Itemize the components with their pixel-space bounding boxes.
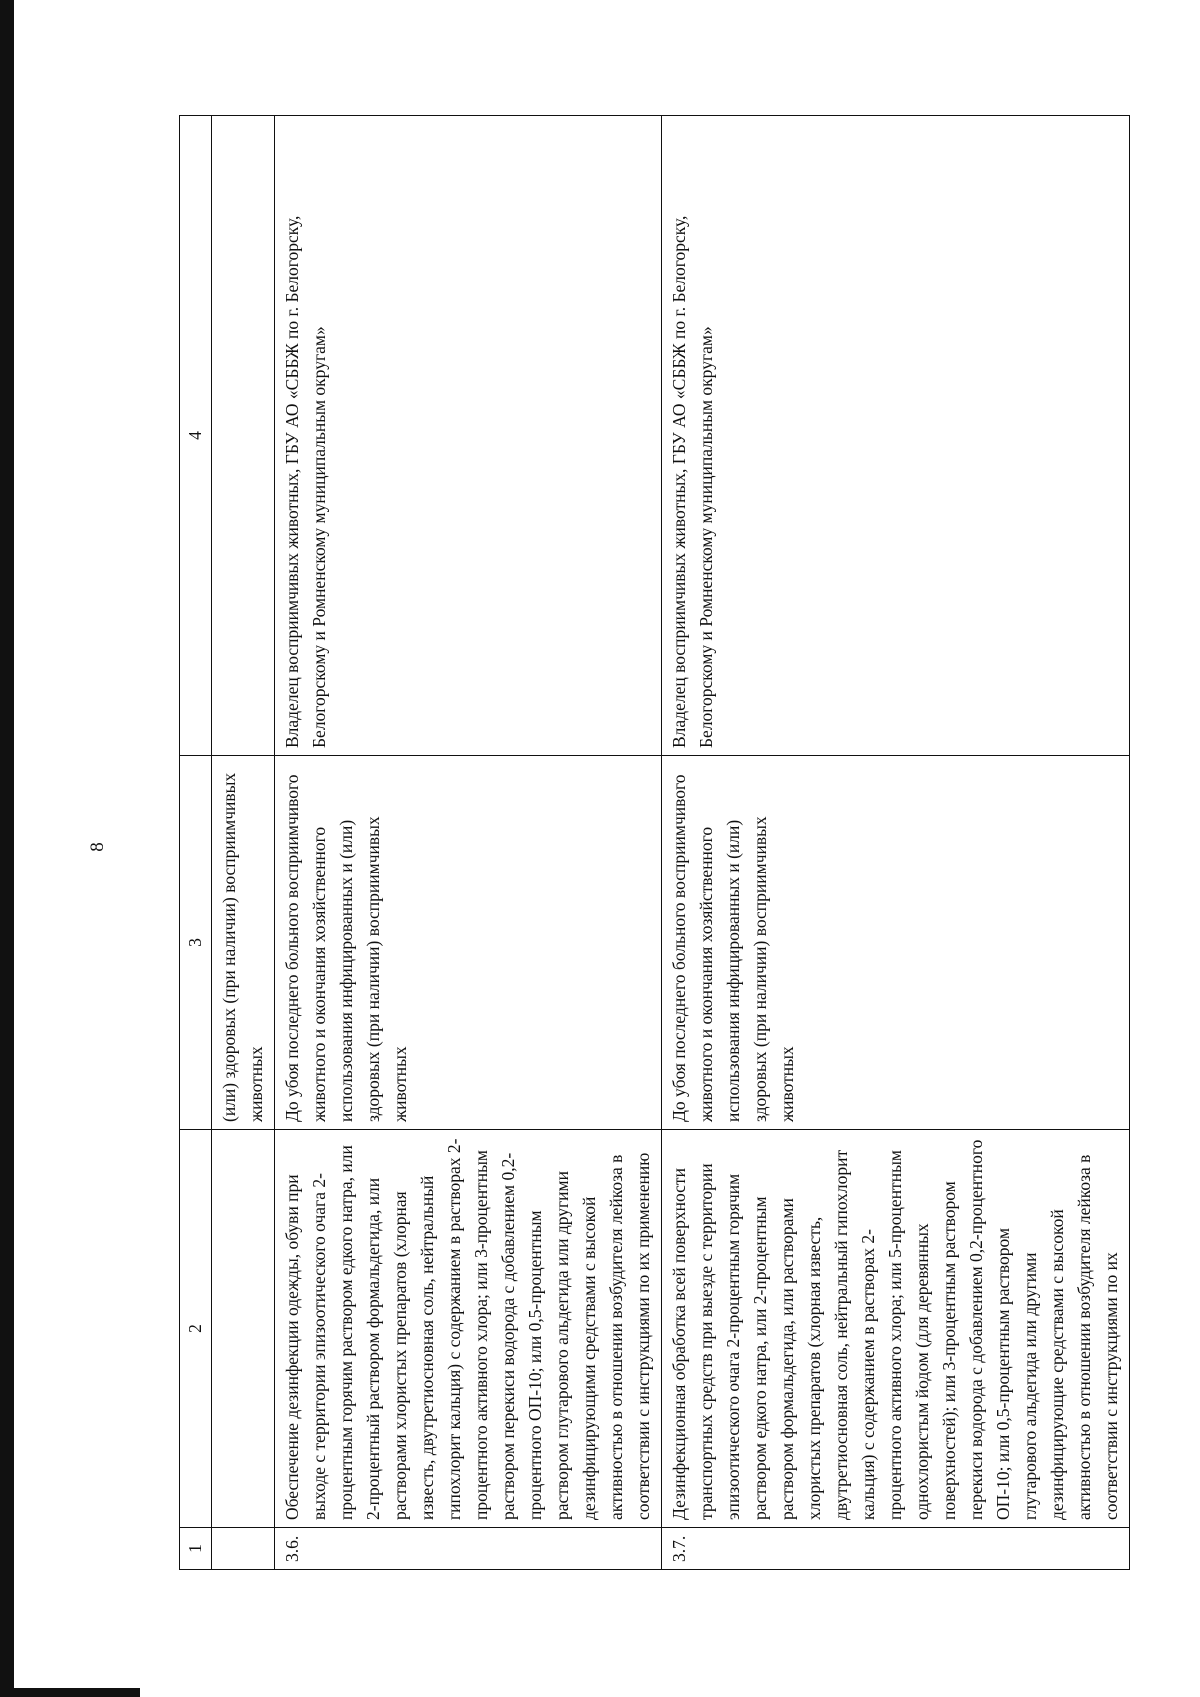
cell-responsible: Владелец восприимчивых животных, ГБУ АО «СББЖ по г. Белогорску, Белогорскому и Ромненскому муниципальным округам» — [662, 116, 1130, 756]
table-row — [662, 116, 1130, 1570]
scan-edge-left — [0, 0, 14, 1697]
cell-term: До убоя последнего больного восприимчивого животного и окончания хозяйственного использования инфицированных и (или) здоровых (при наличии) восприимчивых животных — [275, 756, 662, 1130]
cell-num — [212, 1528, 275, 1570]
header-col-4: 4 — [180, 116, 212, 756]
header-col-2: 2 — [180, 1130, 212, 1528]
measures-table — [179, 115, 1130, 1570]
cell-responsible: Владелец восприимчивых животных, ГБУ АО «СББЖ по г. Белогорску, Белогорскому и Ромненскому муниципальным округам» — [275, 116, 662, 756]
table-row — [212, 116, 275, 1570]
cell-num: 3.7. — [662, 1528, 1130, 1570]
cell-measure: Дезинфекционная обработка всей поверхности транспортных средств при выезде с территории эпизоотического очага 2-процентным горячим раствором едкого натра, или 2-процентным раствором формальдегида, или растворами хлористых препаратов (хлорная известь, двутретиосновная соль, нейтральный гипохлорит кальция) с содержанием в растворах 2-процентного активного хлора; или 5-процентным однохлористым йодом (для деревянных поверхностей); или 3-процентным раствором перекиси водорода с добавлением 0,2-процентного ОП-10; или 0,5-процентным раствором глутарового альдегида или другими дезинфицирующие средствами с высокой активностью в отношении возбудителя лейкоза в соответствии с инструкциями по их — [662, 1130, 1130, 1528]
header-row — [180, 116, 212, 1570]
scan-edge-bottom — [0, 1688, 140, 1697]
table-row — [275, 116, 662, 1570]
cell-term: До убоя последнего больного восприимчивого животного и окончания хозяйственного использования инфицированных и (или) здоровых (при наличии) восприимчивых животных — [662, 756, 1130, 1130]
cell-num: 3.6. — [275, 1528, 662, 1570]
cell-measure — [212, 1130, 275, 1528]
page-number: 8 — [86, 842, 108, 852]
header-col-3: 3 — [180, 756, 212, 1130]
header-col-1: 1 — [180, 1528, 212, 1570]
cell-measure: Обеспечение дезинфекции одежды, обуви при выходе с территории эпизоотического очага 2-процентным горячим раствором едкого натра, или 2-процентный раствором формальдегида, или растворами хлористых препаратов (хлорная известь, двутретиосновная соль, нейтральный гипохлорит кальция) с содержанием в растворах 2-процентного активного хлора; или 3-процентным раствором перекиси водорода с добавлением 0,2-процентного ОП-10; или 0,5-процентным раствором глутарового альдегида или другими дезинфицирующими средствами с высокой активностью в отношении возбудителя лейкоза в соответствии с инструкциями по их применению — [275, 1130, 662, 1528]
cell-term: (или) здоровых (при наличии) восприимчивых животных — [212, 756, 275, 1130]
cell-responsible — [212, 116, 275, 756]
rotated-table-container — [179, 116, 1121, 1570]
